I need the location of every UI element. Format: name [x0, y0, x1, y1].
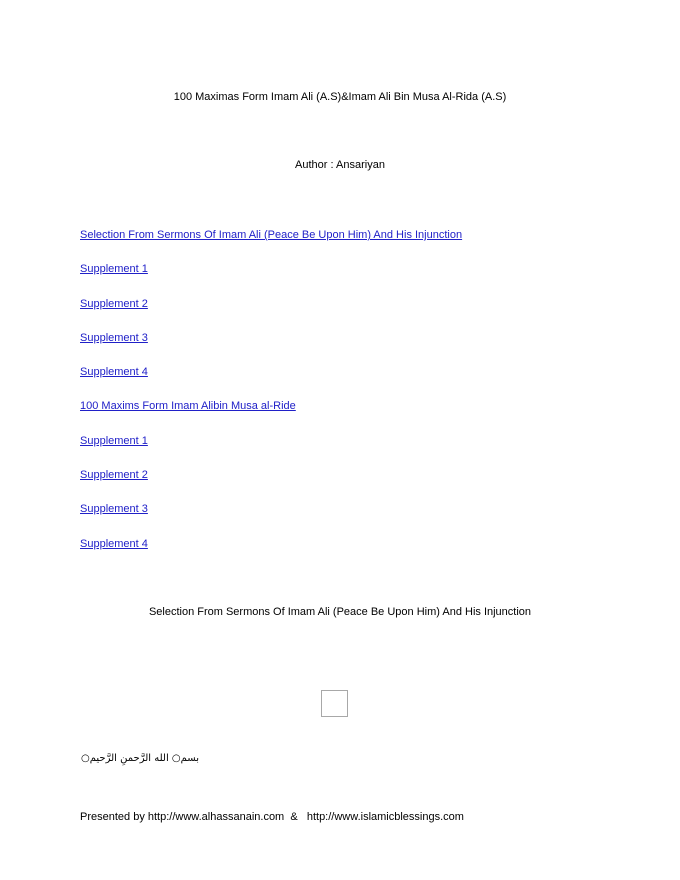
toc-item	[80, 434, 462, 468]
toc-item	[80, 228, 462, 262]
image-placeholder-icon	[321, 690, 348, 717]
footer-credits: Presented by http://www.alhassanain.com & http://www.islamicblessings.com	[80, 811, 464, 823]
toc-item	[80, 297, 462, 331]
toc-link-supplement-3-b[interactable]: Supplement 3	[80, 503, 148, 516]
toc-link-supplement-4[interactable]: Supplement 4	[80, 366, 148, 379]
toc-item	[80, 365, 462, 399]
toc-link-supplement-4-b[interactable]: Supplement 4	[80, 537, 148, 550]
toc-link-supplement-1[interactable]: Supplement 1	[80, 263, 148, 276]
document-author: Author : Ansariyan	[295, 159, 385, 171]
toc-item	[80, 502, 462, 536]
toc-link-supplement-1-b[interactable]: Supplement 1	[80, 434, 148, 447]
bismillah-text: بسم○ الله الرَّحمنِ الرَّحيم○	[81, 753, 199, 764]
toc-link-maxims-rida[interactable]: 100 Maxims Form Imam Alibin Musa al-Ride	[80, 400, 296, 413]
toc-link-supplement-3[interactable]: Supplement 3	[80, 331, 148, 344]
toc-item	[80, 537, 462, 571]
table-of-contents	[80, 228, 462, 571]
toc-item	[80, 399, 462, 433]
toc-link-sermons-ali[interactable]: Selection From Sermons Of Imam Ali (Peace Be Upon Him) And His Injunction	[80, 229, 463, 241]
toc-link-supplement-2[interactable]: Supplement 2	[80, 297, 148, 310]
toc-item	[80, 331, 462, 365]
section-heading: Selection From Sermons Of Imam Ali (Peace Be Upon Him) And His Injunction	[148, 606, 532, 618]
toc-item	[80, 262, 462, 296]
document-title: 100 Maximas Form Imam Ali (A.S)&Imam Ali Bin Musa Al-Rida (A.S)	[173, 91, 507, 103]
toc-item	[80, 468, 462, 502]
toc-link-supplement-2-b[interactable]: Supplement 2	[80, 469, 148, 482]
